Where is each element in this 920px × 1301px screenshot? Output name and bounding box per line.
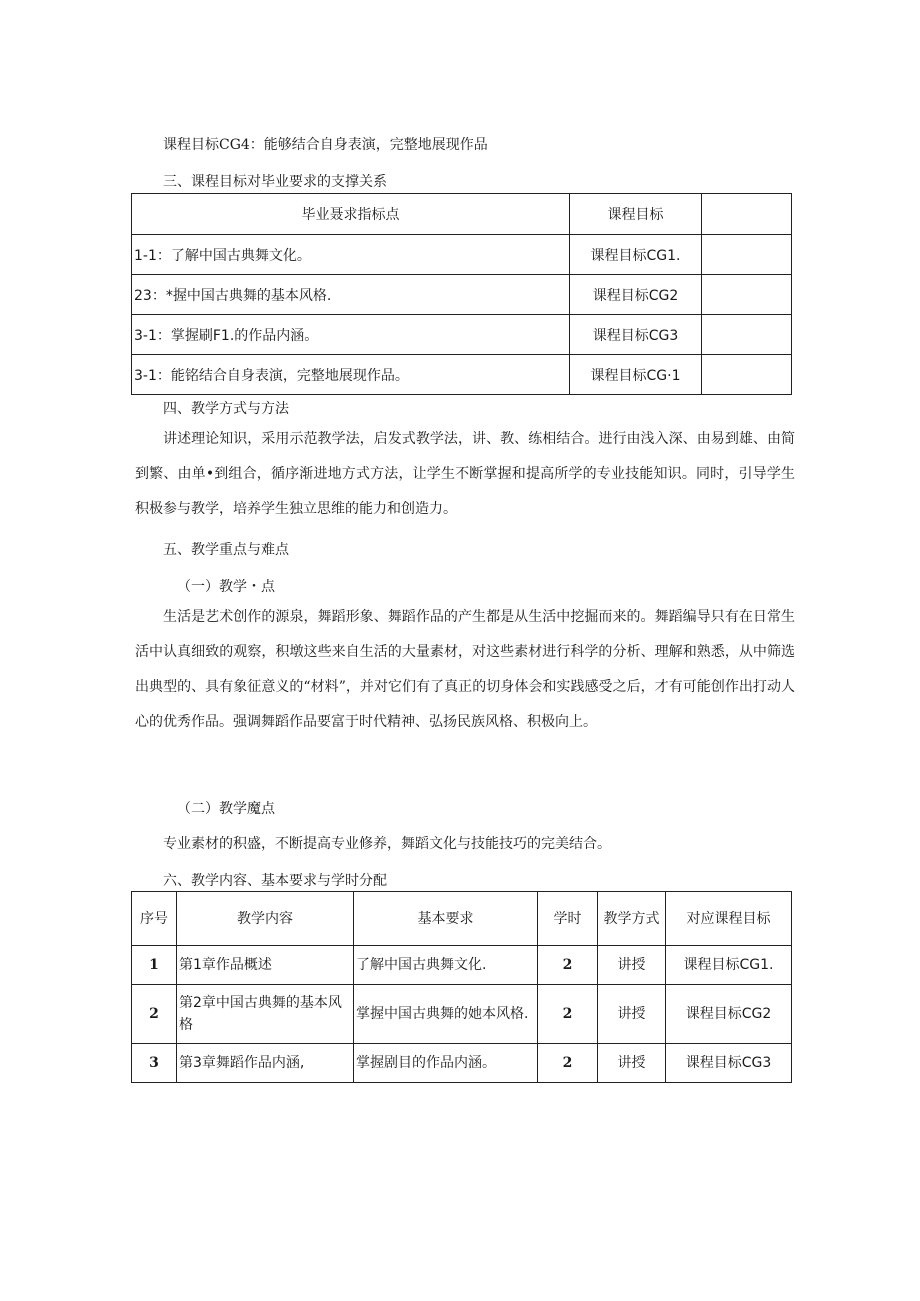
empty-cell [702,275,792,315]
subsection2-text: 专业素材的积盛，不断提高专业修养，舞蹈文化与技能技巧的完美结合。 [163,836,611,852]
subsection1-text: 生活是艺术创作的源泉，舞蹈形象、舞蹈作品的产生都是从生活中挖掘而来的。舞蹈编导只有在日常生活中认真细致的观察，积墩这些来自生活的大量素材，对这些素材进行科学的分析、理解和熟悉，从中筛选出典型的、具有象征意义的“材料”，并对它们有了真正的切身体会和实践感受之后，才有可能创作出打动人心的优秀作品。强调舞蹈作品要富于时代精神、弘扬民族风格、积极向上。 [135,609,795,730]
goal-cell: 课程目标CG2 [666,985,792,1044]
course-goal-cell: 课程目标CG·1 [570,355,702,395]
row-number-cell: 3 [132,1044,177,1083]
table-row [132,275,792,315]
row-number-cell: 1 [132,946,177,985]
hours-cell: 2 [538,1044,598,1083]
method-cell: 讲授 [598,1044,666,1083]
subsection1-paragraph [135,600,795,740]
table-row [132,1044,792,1083]
header-cell: 对应课程目标 [666,892,792,946]
section4-paragraph [135,422,795,527]
hours-cell: 2 [538,946,598,985]
indicator-point-cell: 1-1：了解中国古典舞文化。 [132,235,570,275]
table-row [132,235,792,275]
table-row [132,985,792,1044]
header-cell: 教学内容 [177,892,354,946]
header-cell: 教学方式 [598,892,666,946]
indicator-point-cell: 23：*握中国古典舞的基本风格. [132,275,570,315]
table-header-row [132,892,792,946]
section6-title: 六、教学内容、基本要求与学时分配 [163,873,387,889]
header-cell: 基本要求 [354,892,538,946]
content-cell: 第3章舞蹈作品内涵, [177,1044,354,1083]
table-row [132,946,792,985]
content-table [131,891,792,1083]
course-goal-cell: 课程目标CG1. [570,235,702,275]
hours-cell: 2 [538,985,598,1044]
row-number-cell: 2 [132,985,177,1044]
goal-cell: 课程目标CG3 [666,1044,792,1083]
table-header-row [132,194,792,235]
indicator-point-cell: 3-1：掌握刷F1.的作品内涵。 [132,315,570,355]
section4-title: 四、教学方式与方法 [163,401,289,417]
method-cell: 讲授 [598,946,666,985]
section4-text: 讲述理论知识，采用示范教学法，启发式教学法，讲、教、练相结合。进行由浅入深、由易到雄、由简到繁、由单•到组合，循序渐进地方式方法，让学生不断掌握和提高所学的专业技能知识。同时，引导学生积极参与教学，培养学生独立思维的能力和创造力。 [135,431,795,517]
table-row [132,355,792,395]
empty-cell [702,315,792,355]
requirement-cell: 掌握剧目的作品内涵。 [354,1044,538,1083]
section3-title: 三、课程目标对毕业要求的支撑关系 [163,174,387,190]
requirement-cell: 了解中国古典舞文化. [354,946,538,985]
empty-cell [702,355,792,395]
header-cell: 学时 [538,892,598,946]
goal-cell: 课程目标CG1. [666,946,792,985]
header-cell: 序号 [132,892,177,946]
header-cell: 课程目标 [570,194,702,235]
table-row [132,315,792,355]
empty-cell [702,235,792,275]
section5-title: 五、教学重点与难点 [163,542,289,558]
indicator-point-cell: 3-1：能铭结合自身表演，完整地展现作品。 [132,355,570,395]
header-cell [702,194,792,235]
subsection1-title: （一）教学・点 [177,579,275,595]
content-cell: 第1章作品概述 [177,946,354,985]
support-table [131,193,792,395]
content-cell: 第2章中国古典舞的基本风格 [177,985,354,1044]
requirement-cell: 掌握中国古典舞的她本风格. [354,985,538,1044]
header-cell: 毕业聂求指标点 [132,194,570,235]
subsection2-title: （二）教学魔点 [177,801,275,817]
course-goal-cell: 课程目标CG2 [570,275,702,315]
course-goal-cell: 课程目标CG3 [570,315,702,355]
method-cell: 讲授 [598,985,666,1044]
objective-cg4-line: 课程目标CG4：能够结合自身表演，完整地展现作品 [163,137,488,153]
